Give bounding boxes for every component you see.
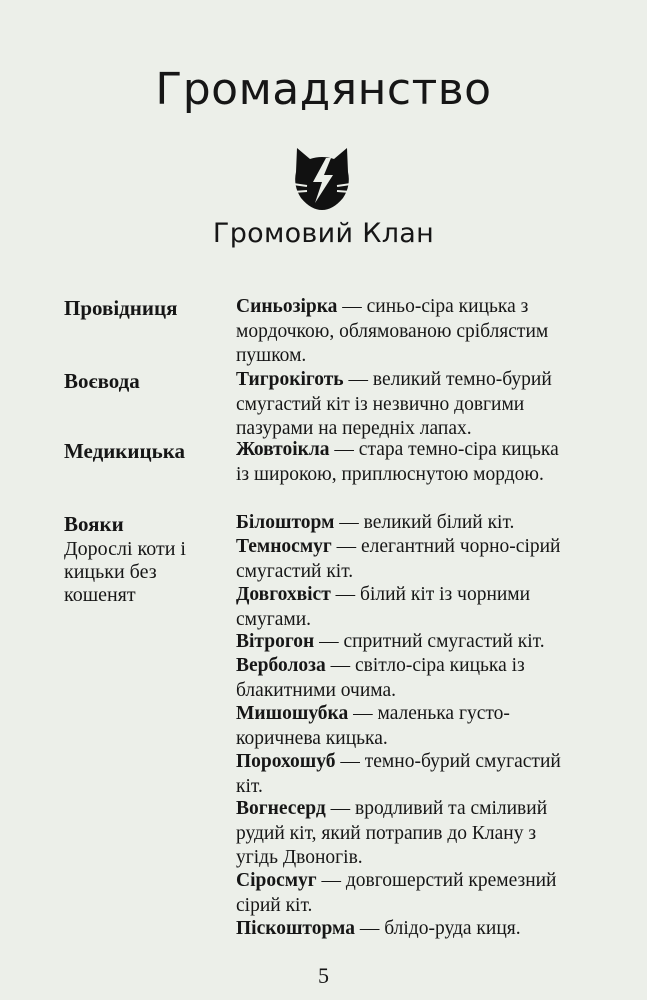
role-warriors-label: Вояки (64, 512, 124, 536)
cat-description: — синьо-сіра кицька з мордочкою, облямованою сріблястим пушком. (236, 296, 549, 366)
cat-name: Синьозірка (236, 296, 338, 317)
page-number: 5 (318, 963, 329, 988)
cat-name: Тигрокіготь (236, 369, 344, 390)
role-medicine-label: Медикицька (64, 439, 185, 463)
cat-description: — блідо-руда киця. (354, 918, 521, 939)
cat-entry (236, 295, 576, 369)
role-warriors-description: Дорослі коти і кицьки без кошенят (64, 538, 186, 606)
cat-entry (236, 583, 576, 632)
cat-description: — великий білий кіт. (334, 512, 515, 533)
cat-name: Вітрогон (236, 631, 315, 652)
cat-entry (236, 438, 576, 487)
cat-entry (236, 654, 576, 703)
cat-entry (236, 917, 576, 942)
cat-name: Порохошуб (236, 751, 336, 772)
cat-entry (236, 630, 576, 655)
cat-name: Сіросмуг (236, 870, 317, 891)
cat-description: — білий кіт із чорними смугами. (236, 584, 531, 630)
cat-description: — маленька густо-коричнева кицька. (236, 703, 510, 749)
page-title: Громадянство (155, 64, 492, 115)
cat-name: Довгохвіст (236, 584, 331, 605)
cat-name: Мишошубка (236, 703, 349, 724)
role-deputy-label: Воєвода (64, 369, 140, 393)
cat-description: — елегантний чорно-сірий смугастий кіт. (236, 536, 561, 582)
cat-name: Білошторм (236, 512, 335, 533)
cat-name: Темносмуг (236, 536, 332, 557)
cat-description: — спритний смугастий кіт. (314, 631, 545, 652)
cat-entry (236, 869, 576, 918)
cat-entry (236, 368, 576, 442)
cat-entry (236, 535, 576, 584)
cat-description: — довгошерстий кремезний сірий кіт. (236, 870, 557, 916)
role-leader-label: Провідниця (64, 296, 178, 320)
cat-description: — стара темно-сіра кицька із широкою, приплюснутою мордою. (236, 439, 559, 485)
cat-entry (236, 750, 576, 799)
cat-description: — темно-бурий смугастий кіт. (236, 751, 561, 797)
cat-entry (236, 702, 576, 751)
thunderclan-cat-head-lightning-icon (293, 146, 351, 212)
cat-name: Верболоза (236, 655, 326, 676)
cat-description: — вродливий та сміливий рудий кіт, який потрапив до Клану з угідь Двоногів. (236, 798, 548, 868)
cat-name: Вогнесерд (236, 798, 326, 819)
cat-name: Жовтоікла (236, 439, 330, 460)
cat-description: — світло-сіра кицька із блакитними очима. (236, 655, 525, 701)
clan-name: Громовий Клан (212, 218, 435, 249)
cat-name: Піскошторма (236, 918, 355, 939)
cat-description: — великий темно-бурий смугастий кіт із незвично довгими пазурами на передніх лапах. (236, 369, 552, 439)
cat-entry (236, 511, 576, 536)
cat-entry (236, 797, 576, 871)
